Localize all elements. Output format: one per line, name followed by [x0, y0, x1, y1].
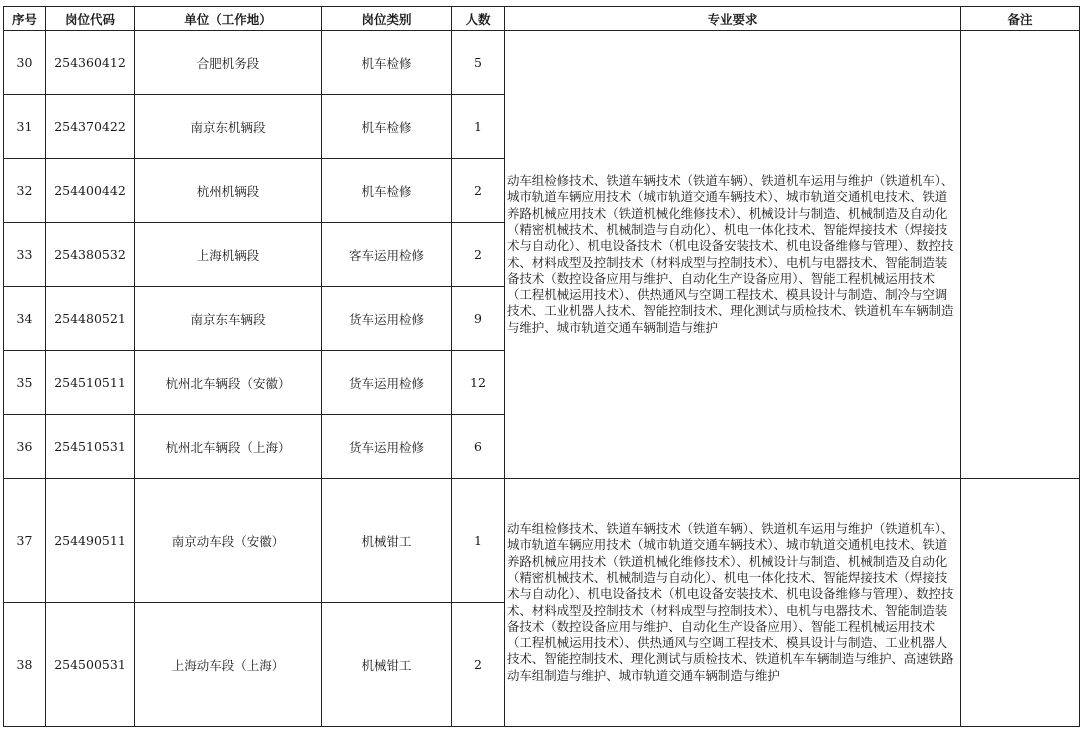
row-category: 机车检修 — [322, 95, 452, 159]
row-count: 5 — [452, 31, 505, 95]
row-unit: 合肥机务段 — [135, 31, 322, 95]
header-major: 专业要求 — [505, 7, 961, 31]
row-count: 6 — [452, 415, 505, 479]
row-category: 货车运用检修 — [322, 415, 452, 479]
row-index: 31 — [4, 95, 46, 159]
remark-group-1 — [961, 31, 1080, 479]
row-code: 254510511 — [46, 351, 135, 415]
row-unit: 杭州北车辆段（安徽） — [135, 351, 322, 415]
row-category: 客车运用检修 — [322, 223, 452, 287]
row-code: 254480521 — [46, 287, 135, 351]
row-count: 2 — [452, 223, 505, 287]
row-count: 9 — [452, 287, 505, 351]
row-unit: 南京东车辆段 — [135, 287, 322, 351]
row-unit: 杭州机辆段 — [135, 159, 322, 223]
row-count: 2 — [452, 159, 505, 223]
header-category: 岗位类别 — [322, 7, 452, 31]
row-code: 254370422 — [46, 95, 135, 159]
row-code: 254400442 — [46, 159, 135, 223]
row-index: 37 — [4, 479, 46, 603]
row-index: 36 — [4, 415, 46, 479]
row-category: 货车运用检修 — [322, 351, 452, 415]
header-count: 人数 — [452, 7, 505, 31]
row-count: 1 — [452, 95, 505, 159]
row-code: 254360412 — [46, 31, 135, 95]
row-category: 机械钳工 — [322, 479, 452, 603]
row-index: 38 — [4, 603, 46, 727]
row-category: 货车运用检修 — [322, 287, 452, 351]
row-unit: 南京东机辆段 — [135, 95, 322, 159]
row-index: 35 — [4, 351, 46, 415]
row-index: 32 — [4, 159, 46, 223]
row-unit: 南京动车段（安徽） — [135, 479, 322, 603]
major-requirements-group-2: 动车组检修技术、铁道车辆技术（铁道车辆）、铁道机车运用与维护（铁道机车）、城市轨道车辆应用技术（城市轨道交通车辆技术）、城市轨道交通机电技术、铁道养路机械应用技术（铁道机械化维修技术）、机械设计与制造、机械制造及自动化（精密机械技术、机械制造与自动化）、机电一体化技术、智能焊接技术（焊接技术与自动化）、机电设备技术（机电设备安装技术、机电设备维修与管理）、数控技术、材料成型及控制技术（材料成型与控制技术）、电机与电器技术、智能制造装备技术（数控设备应用与维护、自动化生产设备应用）、智能工程机械运用技术（工程机械运用技术）、供热通风与空调工程技术、模具设计与制造、工业机器人技术、智能控制技术、理化测试与质检技术、铁道机车车辆制造与维护、高速铁路动车组制造与维护、城市轨道交通车辆制造与维护 — [505, 479, 961, 727]
row-code: 254380532 — [46, 223, 135, 287]
row-code: 254490511 — [46, 479, 135, 603]
major-requirements-group-1: 动车组检修技术、铁道车辆技术（铁道车辆）、铁道机车运用与维护（铁道机车）、城市轨道车辆应用技术（城市轨道交通车辆技术）、城市轨道交通机电技术、铁道养路机械应用技术（铁道机械化维修技术）、机械设计与制造、机械制造及自动化（精密机械技术、机械制造与自动化）、机电一体化技术、智能焊接技术（焊接技术与自动化）、机电设备技术（机电设备安装技术、机电设备维修与管理）、数控技术、材料成型及控制技术（材料成型与控制技术）、电机与电器技术、智能制造装备技术（数控设备应用与维护、自动化生产设备应用）、智能工程机械运用技术（工程机械运用技术）、供热通风与空调工程技术、模具设计与制造、制冷与空调技术、工业机器人技术、智能控制技术、理化测试与质检技术、铁道机车车辆制造与维护、城市轨道交通车辆制造与维护 — [505, 31, 961, 479]
recruitment-table — [3, 6, 1080, 727]
table-row — [4, 479, 1080, 603]
row-count: 2 — [452, 603, 505, 727]
row-count: 1 — [452, 479, 505, 603]
row-index: 33 — [4, 223, 46, 287]
row-index: 30 — [4, 31, 46, 95]
row-index: 34 — [4, 287, 46, 351]
header-index: 序号 — [4, 7, 46, 31]
header-remark: 备注 — [961, 7, 1080, 31]
row-category: 机械钳工 — [322, 603, 452, 727]
row-unit: 上海动车段（上海） — [135, 603, 322, 727]
remark-group-2 — [961, 479, 1080, 727]
row-category: 机车检修 — [322, 159, 452, 223]
row-unit: 上海机辆段 — [135, 223, 322, 287]
row-code: 254510531 — [46, 415, 135, 479]
header-code: 岗位代码 — [46, 7, 135, 31]
table-row — [4, 31, 1080, 95]
header-unit: 单位（工作地） — [135, 7, 322, 31]
row-code: 254500531 — [46, 603, 135, 727]
header-row — [4, 7, 1080, 31]
row-count: 12 — [452, 351, 505, 415]
row-unit: 杭州北车辆段（上海） — [135, 415, 322, 479]
row-category: 机车检修 — [322, 31, 452, 95]
